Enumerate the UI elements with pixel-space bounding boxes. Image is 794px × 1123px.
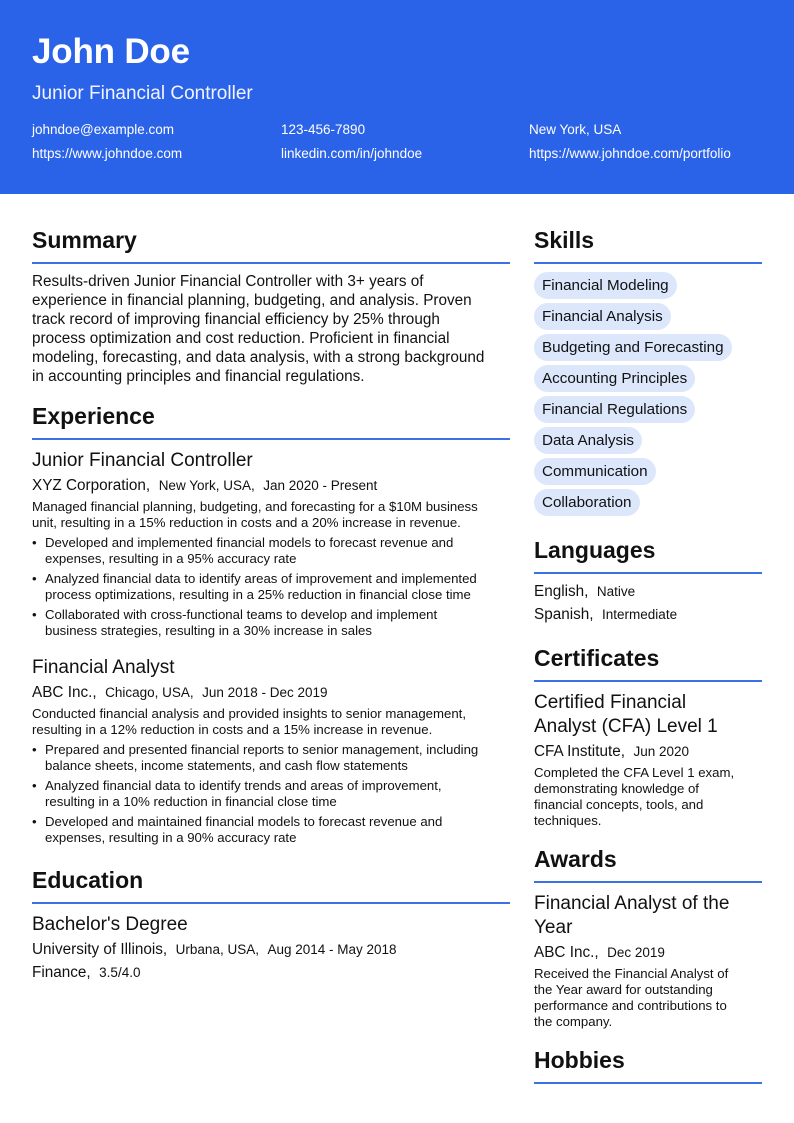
summary-line: experience in financial planning, budgeting, and analysis. Proven — [32, 292, 472, 309]
certificate-description: Completed the CFA Level 1 exam, demonstrating knowledge of financial concepts, tools, and techniques. — [534, 765, 735, 828]
location-text: New York, USA — [529, 122, 622, 137]
education-divider — [32, 902, 510, 904]
certificate-title-line: Certified Financial — [534, 692, 687, 713]
degree-title: Bachelor's Degree — [32, 914, 188, 935]
job-company: XYZ Corporation, — [32, 477, 151, 494]
certificate-meta — [534, 743, 689, 761]
language-level: Native — [596, 584, 636, 599]
school-name: University of Illinois, — [32, 941, 168, 958]
education-dates: Aug 2014 - May 2018 — [267, 942, 397, 957]
job-description — [32, 706, 512, 738]
skill-chip: Data Analysis — [534, 427, 642, 454]
phone-number: 123-456-7890 — [281, 122, 366, 137]
job-bullet: • Analyzed financial data to identify areas of improvement and implemented process optimizations, resulting in a 25% reduction in financial close time — [32, 571, 512, 603]
language-level: Intermediate — [602, 607, 678, 622]
languages-heading: Languages — [534, 537, 656, 563]
portfolio-link[interactable]: https://www.johndoe.com/portfolio — [529, 146, 731, 161]
language-item — [534, 583, 635, 601]
skill-chip: Accounting Principles — [534, 365, 695, 392]
description-line: Conducted financial analysis and provided insights to senior management, — [32, 706, 466, 721]
award-date: Dec 2019 — [607, 945, 665, 960]
language-name: English, — [534, 583, 589, 600]
school-location: Urbana, USA, — [175, 942, 259, 957]
award-title-line: Financial Analyst of the — [534, 893, 730, 914]
hobbies-heading: Hobbies — [534, 1047, 625, 1073]
experience-heading: Experience — [32, 403, 155, 429]
job-bullet-list — [32, 742, 512, 850]
certificates-divider — [534, 680, 762, 682]
email-link[interactable]: johndoe@example.com — [32, 122, 175, 137]
candidate-name: John Doe — [32, 32, 190, 71]
certificate-issuer: CFA Institute, — [534, 743, 625, 760]
skill-chip: Budgeting and Forecasting — [534, 334, 732, 361]
certificates-heading: Certificates — [534, 645, 660, 671]
summary-line: modeling, forecasting, and data analysis, with a strong background — [32, 349, 485, 366]
education-field-row — [32, 964, 140, 982]
certificate-title-line: Analyst (CFA) Level 1 — [534, 716, 718, 737]
skill-chip: Collaboration — [534, 489, 640, 516]
job-dates: Jan 2020 - Present — [263, 478, 378, 493]
summary-text — [32, 272, 512, 386]
job-dates: Jun 2018 - Dec 2019 — [202, 685, 328, 700]
job-location: New York, USA, — [158, 478, 255, 493]
summary-line: in accounting principles and financial regulations. — [32, 368, 365, 385]
job-bullet: • Analyzed financial data to identify trends and areas of improvement, resulting in a 10% reduction in financial close time — [32, 778, 512, 810]
experience-divider — [32, 438, 510, 440]
job-bullet: • Prepared and presented financial reports to senior management, including balance sheets, income statements, and cash flow statements — [32, 742, 512, 774]
job-bullet: • Developed and maintained financial models to forecast revenue and expenses, resulting in a 90% accuracy rate — [32, 814, 512, 846]
field-of-study: Finance, — [32, 964, 91, 981]
description-line: resulting in a 12% reduction in costs and a 15% increase in revenue. — [32, 722, 433, 737]
skills-divider — [534, 262, 762, 264]
summary-line: Results-driven Junior Financial Controller with 3+ years of — [32, 273, 424, 290]
gpa: 3.5/4.0 — [99, 965, 141, 980]
language-name: Spanish, — [534, 606, 594, 623]
summary-heading: Summary — [32, 227, 137, 253]
skill-chip: Communication — [534, 458, 656, 485]
awards-divider — [534, 881, 762, 883]
award-title — [534, 892, 729, 940]
description-line: unit, resulting in a 15% reduction in costs and a 20% increase in revenue. — [32, 515, 461, 530]
education-heading: Education — [32, 867, 144, 893]
job-role: Financial Analyst — [32, 657, 175, 678]
education-meta — [32, 941, 397, 959]
job-description — [32, 499, 512, 531]
job-location: Chicago, USA, — [105, 685, 194, 700]
candidate-title: Junior Financial Controller — [32, 83, 253, 104]
certificate-title — [534, 691, 718, 739]
description-line: Managed financial planning, budgeting, and forecasting for a $10M business — [32, 499, 478, 514]
summary-line: process optimization and cost reduction. Proficient in financial — [32, 330, 450, 347]
job-bullet: • Collaborated with cross-functional teams to develop and implement business strategies, resulting in a 30% increase in sales — [32, 607, 512, 639]
skill-chip: Financial Regulations — [534, 396, 695, 423]
award-issuer: ABC Inc., — [534, 944, 599, 961]
languages-divider — [534, 572, 762, 574]
skill-chip: Financial Modeling — [534, 272, 677, 299]
skill-chip: Financial Analysis — [534, 303, 671, 330]
award-description: Received the Financial Analyst of the Year award for outstanding performance and contributions to the company. — [534, 966, 729, 1029]
summary-divider — [32, 262, 510, 264]
job-bullet: • Developed and implemented financial models to forecast revenue and expenses, resulting in a 95% accuracy rate — [32, 535, 512, 567]
summary-line: track record of improving financial efficiency by 25% through — [32, 311, 440, 328]
skills-heading: Skills — [534, 227, 595, 253]
job-bullet-list — [32, 535, 512, 643]
job-meta — [32, 684, 328, 702]
resume-header — [0, 0, 794, 194]
job-meta — [32, 477, 377, 495]
hobbies-divider — [534, 1082, 762, 1084]
award-meta — [534, 944, 665, 962]
award-title-line: Year — [534, 917, 573, 938]
website-link[interactable]: https://www.johndoe.com — [32, 146, 183, 161]
job-company: ABC Inc., — [32, 684, 97, 701]
language-item — [534, 606, 677, 624]
job-role: Junior Financial Controller — [32, 450, 253, 471]
certificate-date: Jun 2020 — [633, 744, 690, 759]
awards-heading: Awards — [534, 846, 617, 872]
linkedin-link[interactable]: linkedin.com/in/johndoe — [281, 146, 423, 161]
